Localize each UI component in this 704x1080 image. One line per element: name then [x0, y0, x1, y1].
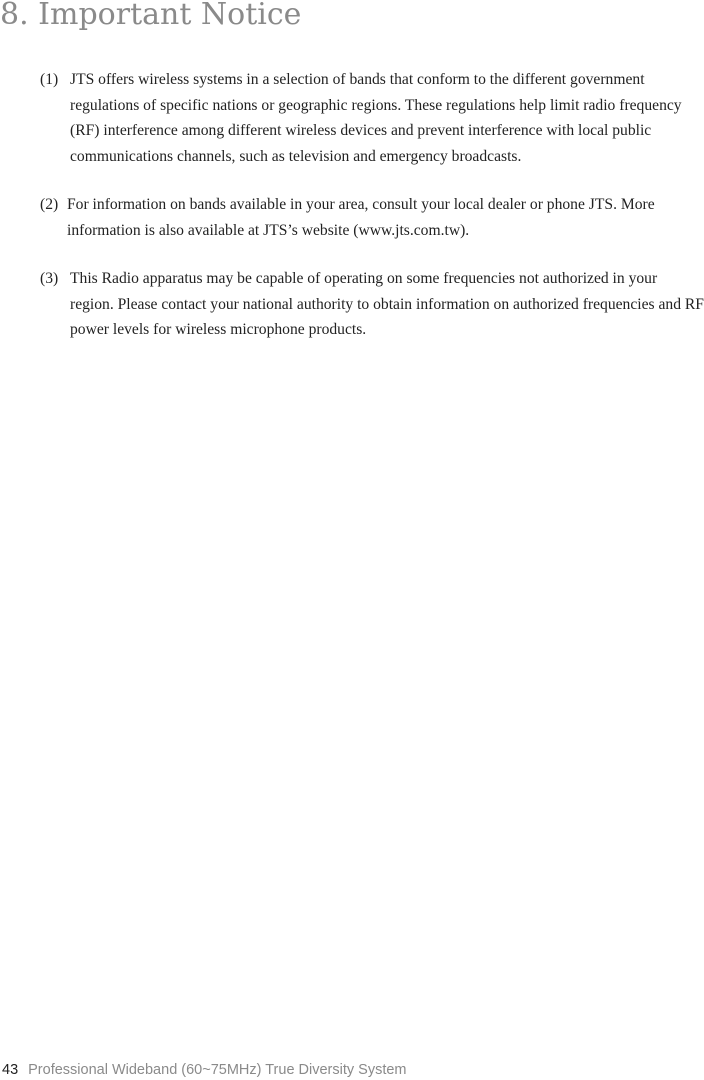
notice-item-2 [40, 192, 704, 243]
notice-number: (1) [40, 71, 59, 88]
page-title: 8. Important Notice [0, 0, 302, 32]
notice-item-3 [40, 266, 704, 343]
notice-text: JTS offers wireless systems in a selection of bands that conform to the different government regulations of specific nations or geographic regions. These regulations help limit radio frequency (RF) interference among different wireless devices and prevent interference with local public communications channels, such as television and emergency broadcasts. [70, 71, 682, 165]
footer-title: Professional Wideband (60~75MHz) True Diversity System [28, 1062, 407, 1078]
page-footer [2, 1060, 407, 1080]
page-number: 43 [2, 1062, 19, 1078]
notice-list [40, 67, 704, 343]
notice-item-1 [40, 67, 704, 169]
notice-number: (2) [40, 196, 59, 213]
notice-number: (3) [40, 270, 59, 287]
notice-text: This Radio apparatus may be capable of operating on some frequencies not authorized in your region. Please contact your national authority to obtain information on authorized frequencies and RF power levels for wireless microphone products. [70, 270, 704, 338]
notice-text: For information on bands available in your area, consult your local dealer or phone JTS. More information is also available at JTS’s website (www.jts.com.tw). [67, 196, 655, 239]
